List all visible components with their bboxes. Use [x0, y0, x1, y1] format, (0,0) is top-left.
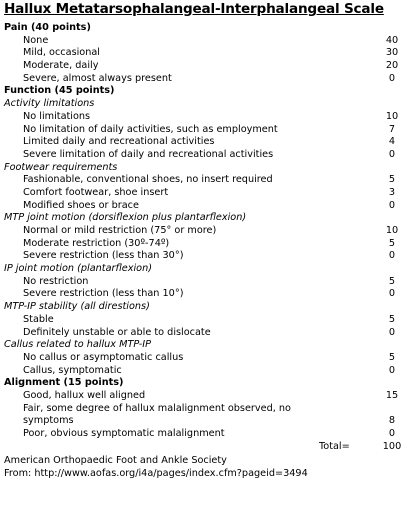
- criterion-row: [4, 327, 416, 340]
- row-score: 8: [388, 415, 396, 427]
- row-score: 5: [388, 174, 396, 186]
- row-label: Stable: [23, 313, 54, 325]
- row-score: 40: [385, 34, 399, 46]
- row-label: Modified shoes or brace: [23, 199, 139, 211]
- total-row: [4, 441, 416, 454]
- subsection-heading-row: [4, 212, 416, 225]
- row-label: Fashionable, conventional shoes, no insert required: [23, 174, 273, 186]
- row-label: Definitely unstable or able to dislocate: [23, 326, 211, 338]
- criterion-row: [4, 365, 416, 378]
- criterion-row: [4, 124, 416, 137]
- row-label: MTP-IP stability (all direstions): [4, 301, 150, 313]
- criterion-row: [4, 73, 416, 86]
- row-label: Severe restriction (less than 30°): [23, 250, 184, 262]
- row-score: 10: [385, 225, 399, 236]
- row-score: 10: [385, 110, 399, 122]
- row-label: Limited daily and recreational activities: [23, 136, 215, 148]
- row-label: symptoms: [23, 415, 74, 427]
- criterion-row: [4, 187, 416, 200]
- row-score: 0: [388, 326, 396, 338]
- row-label: Poor, obvious symptomatic malalignment: [23, 428, 225, 439]
- source-url-line: From: http://www.aofas.org/i4a/pages/index.cfm?pageid=3494: [4, 467, 308, 479]
- row-score: 5: [388, 275, 396, 287]
- row-label: Severe, almost always present: [23, 72, 172, 84]
- row-label: Alignment (15 points): [4, 377, 124, 389]
- criterion-row: [4, 225, 416, 238]
- row-label: No callus or asymptomatic callus: [23, 351, 184, 363]
- row-label: No limitation of daily activities, such as employment: [23, 123, 278, 135]
- criterion-row: [4, 238, 416, 251]
- row-score: 0: [388, 148, 396, 160]
- page-title: Hallux Metatarsophalangeal-Interphalangeal Scale: [4, 1, 384, 17]
- row-score: 3: [388, 186, 396, 198]
- criterion-row: [4, 276, 416, 289]
- row-label: Severe limitation of daily and recreational activities: [23, 148, 274, 160]
- criterion-row: [4, 149, 416, 162]
- criterion-row: [4, 174, 416, 187]
- criterion-row: [4, 415, 416, 428]
- criterion-row: [4, 200, 416, 213]
- row-label: IP joint motion (plantarflexion): [4, 263, 153, 275]
- row-label: Pain (40 points): [4, 22, 91, 33]
- row-label: Activity limitations: [4, 98, 95, 110]
- criterion-row: [4, 111, 416, 124]
- scale-rows: [4, 22, 416, 453]
- row-score: 0: [388, 72, 396, 84]
- criterion-row: [4, 428, 416, 441]
- subsection-heading-row: [4, 263, 416, 276]
- subsection-heading-row: [4, 162, 416, 175]
- section-heading-row: [4, 377, 416, 390]
- row-score: 5: [388, 351, 396, 363]
- row-score: 5: [388, 237, 396, 249]
- row-label: Moderate restriction (30º-74º): [23, 237, 170, 249]
- row-label: Footwear requirements: [4, 161, 118, 173]
- row-label: Good, hallux well aligned: [23, 389, 146, 401]
- row-score: 0: [388, 288, 396, 300]
- society-line: American Orthopaedic Foot and Ankle Society: [4, 454, 227, 466]
- row-label: MTP joint motion (dorsiflexion plus plantarflexion): [4, 212, 247, 224]
- row-score: 15: [385, 389, 399, 401]
- total-label: Total=: [319, 440, 350, 452]
- criterion-row: [4, 136, 416, 149]
- criterion-row: [4, 60, 416, 73]
- row-label: Mild, occasional: [23, 47, 100, 59]
- subsection-heading-row: [4, 339, 416, 352]
- row-score: 5: [388, 313, 396, 325]
- criterion-row: [4, 288, 416, 301]
- row-label: None: [23, 34, 49, 46]
- row-label: Callus related to hallux MTP-IP: [4, 339, 151, 351]
- row-score: 0: [388, 199, 396, 211]
- row-score: 7: [388, 123, 396, 135]
- row-label: Callus, symptomatic: [23, 364, 122, 376]
- criterion-row: [4, 390, 416, 403]
- section-heading-row: [4, 22, 416, 35]
- row-label: Normal or mild restriction (75° or more): [23, 225, 217, 236]
- source-footer: [4, 455, 416, 480]
- row-score: 0: [388, 250, 396, 262]
- row-label: Moderate, daily: [23, 60, 99, 72]
- row-score: 20: [385, 60, 399, 72]
- subsection-heading-row: [4, 301, 416, 314]
- criterion-row: [4, 352, 416, 365]
- section-heading-row: [4, 85, 416, 98]
- row-score: 0: [388, 364, 396, 376]
- row-label: Fair, some degree of hallux malalignment observed, no: [23, 402, 291, 414]
- criterion-row: [4, 314, 416, 327]
- row-score: 4: [388, 136, 396, 148]
- subsection-heading-row: [4, 98, 416, 111]
- criterion-row: [4, 47, 416, 60]
- row-score: 0: [388, 428, 396, 439]
- row-label: Comfort footwear, shoe insert: [23, 186, 169, 198]
- total-score: 100: [382, 440, 402, 452]
- row-label: Function (45 points): [4, 85, 115, 97]
- row-label: No limitations: [23, 110, 91, 122]
- row-score: 30: [385, 47, 399, 59]
- criterion-row: [4, 403, 416, 416]
- criterion-row: [4, 250, 416, 263]
- row-label: Severe restriction (less than 10°): [23, 288, 184, 300]
- criterion-row: [4, 35, 416, 48]
- row-label: No restriction: [23, 275, 89, 287]
